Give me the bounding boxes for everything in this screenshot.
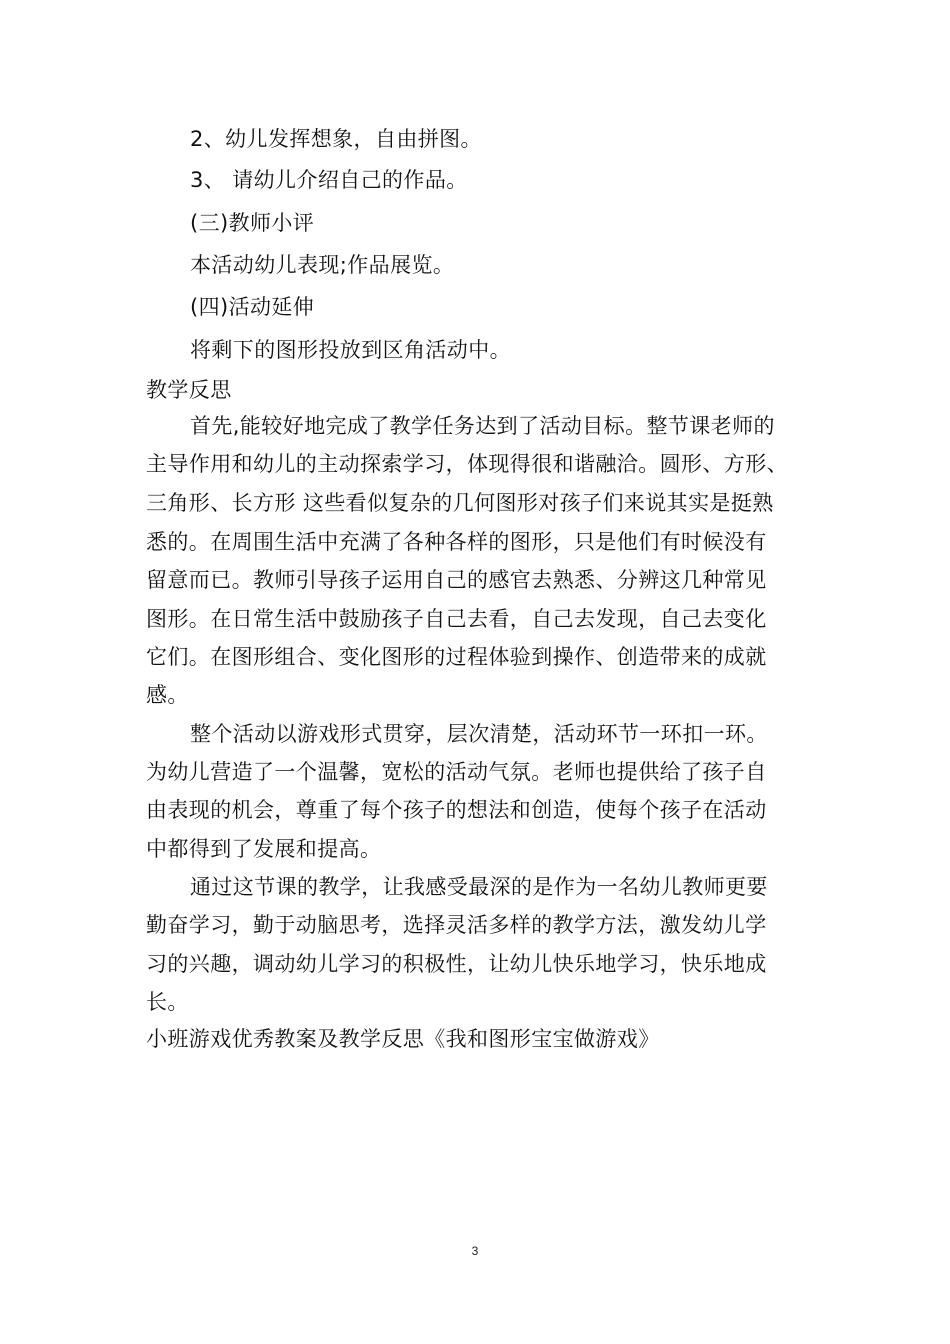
paragraph-1-line-1: 首先,能较好地完成了教学任务达到了活动目标。整节课老师的	[190, 414, 775, 438]
paragraph-1-line-2: 主导作用和幼儿的主动探索学习，体现得很和谐融洽。圆形、方形、	[146, 452, 788, 476]
teacher-review-text: 本活动幼儿表现;作品展览。	[190, 253, 455, 277]
step-3-line: 3、 请幼儿介绍自己的作品。	[190, 168, 468, 192]
next-lesson-title: 小班游戏优秀教案及教学反思《我和图形宝宝做游戏》	[146, 1027, 660, 1051]
paragraph-2-line-4: 中都得到了发展和提高。	[146, 837, 382, 861]
paragraph-3-line-2: 勤奋学习，勤于动脑思考，选择灵活多样的教学方法，激发幼儿学	[146, 913, 767, 937]
section-extension-heading: (四)活动延伸	[190, 295, 315, 319]
paragraph-1-line-4: 悉的。在周围生活中充满了各种各样的图形，只是他们有时候没有	[146, 530, 767, 554]
paragraph-2-line-3: 由表现的机会，尊重了每个孩子的想法和创造，使每个孩子在活动	[146, 798, 767, 822]
extension-text: 将剩下的图形投放到区角活动中。	[190, 338, 511, 362]
paragraph-2-line-1: 整个活动以游戏形式贯穿，层次清楚，活动环节一环扣一环。	[190, 722, 768, 746]
paragraph-1-line-5: 留意而已。教师引导孩子运用自己的感官去熟悉、分辨这几种常见	[146, 568, 767, 592]
paragraph-2-line-2: 为幼儿营造了一个温馨，宽松的活动气氛。老师也提供给了孩子自	[146, 760, 767, 784]
step-2-line: 2、幼儿发挥想象，自由拼图。	[190, 127, 482, 151]
paragraph-3-line-1: 通过这节课的教学，让我感受最深的是作为一名幼儿教师更要	[190, 875, 768, 899]
reflection-heading: 教学反思	[146, 378, 232, 402]
paragraph-1-line-8: 感。	[146, 683, 189, 707]
section-teacher-review-heading: (三)教师小评	[190, 211, 315, 235]
paragraph-3-line-3: 习的兴趣，调动幼儿学习的积极性，让幼儿快乐地学习，快乐地成	[146, 952, 767, 976]
page-number: 3	[471, 1244, 479, 1258]
paragraph-3-line-4: 长。	[146, 990, 189, 1014]
paragraph-1-line-6: 图形。在日常生活中鼓励孩子自己去看，自己去发现，自己去变化	[146, 607, 767, 631]
paragraph-1-line-7: 它们。在图形组合、变化图形的过程体验到操作、创造带来的成就	[146, 645, 767, 669]
paragraph-1-line-3: 三角形、长方形 这些看似复杂的几何图形对孩子们来说其实是挺熟	[146, 491, 774, 515]
